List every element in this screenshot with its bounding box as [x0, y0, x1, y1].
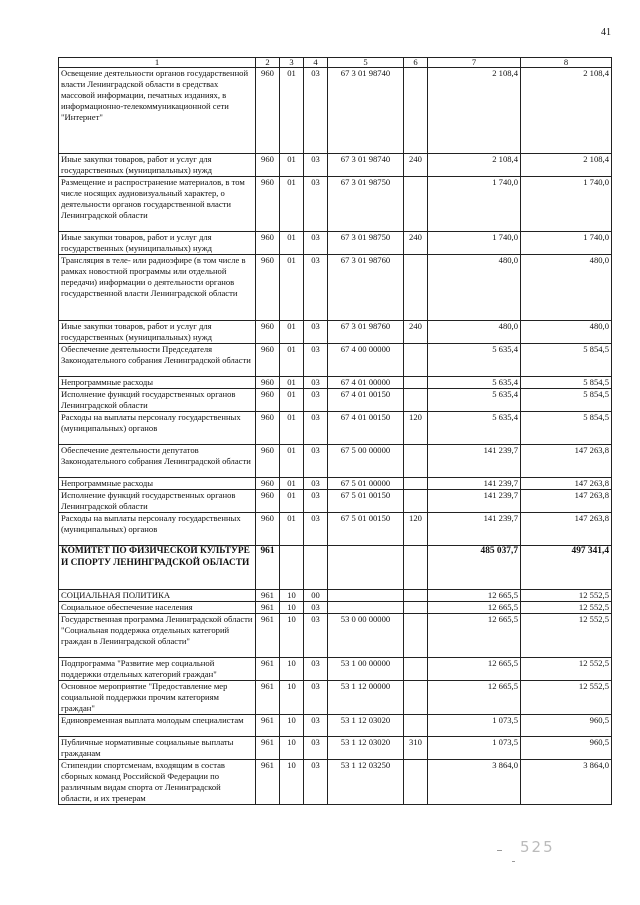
- section-code-cell: 01: [280, 478, 304, 490]
- amount-year1-cell: 5 635,4: [428, 412, 521, 445]
- ministry-code-cell: 960: [256, 412, 280, 445]
- amount-year2-cell: 2 108,4: [521, 154, 612, 177]
- table-row: [59, 255, 612, 321]
- row-name-cell: Социальное обеспечение населения: [59, 602, 256, 614]
- amount-year2-cell: 5 854,5: [521, 389, 612, 412]
- amount-year1-cell: 5 635,4: [428, 344, 521, 377]
- ministry-code-cell: 960: [256, 478, 280, 490]
- scan-speck: [497, 850, 502, 851]
- header-cell: 6: [404, 58, 428, 68]
- expense-type-cell: 120: [404, 513, 428, 546]
- header-row: [59, 58, 612, 68]
- target-article-cell: 53 1 12 03020: [328, 715, 404, 737]
- section-code-cell: 01: [280, 377, 304, 389]
- target-article-cell: 67 4 01 00150: [328, 412, 404, 445]
- ministry-code-cell: 960: [256, 232, 280, 255]
- target-article-cell: [328, 546, 404, 590]
- budget-table: [58, 57, 612, 805]
- table-row: [59, 513, 612, 546]
- expense-type-cell: [404, 344, 428, 377]
- ministry-code-cell: 960: [256, 377, 280, 389]
- ministry-code-cell: 960: [256, 255, 280, 321]
- row-name-cell: Трансляция в теле- или радиоэфире (в том числе в рамках новостной программы или отдельной передачи) информации о деятельности органов государственной власти Ленинградской области: [59, 255, 256, 321]
- row-name-cell: Публичные нормативные социальные выплаты гражданам: [59, 737, 256, 760]
- target-article-cell: 67 5 01 00150: [328, 513, 404, 546]
- subsection-code-cell: 03: [304, 389, 328, 412]
- amount-year1-cell: 12 665,5: [428, 681, 521, 715]
- amount-year1-cell: 1 073,5: [428, 715, 521, 737]
- subsection-code-cell: 03: [304, 760, 328, 805]
- amount-year1-cell: 485 037,7: [428, 546, 521, 590]
- header-cell: 4: [304, 58, 328, 68]
- subsection-code-cell: 03: [304, 344, 328, 377]
- subsection-code-cell: 03: [304, 445, 328, 478]
- amount-year2-cell: 12 552,5: [521, 658, 612, 681]
- subsection-code-cell: 03: [304, 478, 328, 490]
- row-name-cell: Исполнение функций государственных органов Ленинградской области: [59, 490, 256, 513]
- amount-year2-cell: 960,5: [521, 737, 612, 760]
- target-article-cell: 67 4 01 00150: [328, 389, 404, 412]
- expense-type-cell: [404, 255, 428, 321]
- table-row: [59, 377, 612, 389]
- ministry-code-cell: 961: [256, 658, 280, 681]
- target-article-cell: [328, 602, 404, 614]
- ministry-code-cell: 961: [256, 681, 280, 715]
- expense-type-cell: 240: [404, 232, 428, 255]
- expense-type-cell: 240: [404, 321, 428, 344]
- expense-type-cell: [404, 490, 428, 513]
- section-code-cell: 10: [280, 681, 304, 715]
- amount-year2-cell: 2 108,4: [521, 68, 612, 154]
- amount-year1-cell: 480,0: [428, 255, 521, 321]
- amount-year1-cell: 5 635,4: [428, 389, 521, 412]
- row-name-cell: Иные закупки товаров, работ и услуг для государственных (муниципальных) нужд: [59, 154, 256, 177]
- table-row: [59, 681, 612, 715]
- expense-type-cell: [404, 478, 428, 490]
- table-row: [59, 68, 612, 154]
- ministry-code-cell: 961: [256, 760, 280, 805]
- subsection-code-cell: 03: [304, 412, 328, 445]
- row-name-cell: Обеспечение деятельности депутатов Законодательного собрания Ленинградской области: [59, 445, 256, 478]
- ministry-code-cell: 960: [256, 177, 280, 232]
- header-cell: 5: [328, 58, 404, 68]
- ministry-code-cell: 961: [256, 546, 280, 590]
- ministry-code-cell: 961: [256, 715, 280, 737]
- expense-type-cell: [404, 614, 428, 658]
- row-name-cell: Расходы на выплаты персоналу государственных (муниципальных) органов: [59, 412, 256, 445]
- row-name-cell: Стипендии спортсменам, входящим в состав сборных команд Российской Федерации по различным видам спорта от Ленинградской области, и их тренерам: [59, 760, 256, 805]
- row-name-cell: Государственная программа Ленинградской области "Социальная поддержка отдельных категорий граждан в Ленинградской области": [59, 614, 256, 658]
- amount-year2-cell: 1 740,0: [521, 177, 612, 232]
- row-name-cell: Расходы на выплаты персоналу государственных (муниципальных) органов: [59, 513, 256, 546]
- row-name-cell: Единовременная выплата молодым специалистам: [59, 715, 256, 737]
- expense-type-cell: [404, 68, 428, 154]
- expense-type-cell: 120: [404, 412, 428, 445]
- expense-type-cell: [404, 377, 428, 389]
- subsection-code-cell: 03: [304, 255, 328, 321]
- subsection-code-cell: [304, 546, 328, 590]
- section-code-cell: 01: [280, 68, 304, 154]
- header-cell: 8: [521, 58, 612, 68]
- table-row: [59, 177, 612, 232]
- row-name-cell: Непрограммные расходы: [59, 377, 256, 389]
- target-article-cell: 53 1 00 00000: [328, 658, 404, 681]
- ministry-code-cell: 960: [256, 321, 280, 344]
- row-name-cell: Иные закупки товаров, работ и услуг для государственных (муниципальных) нужд: [59, 232, 256, 255]
- ministry-code-cell: 960: [256, 389, 280, 412]
- subsection-code-cell: 03: [304, 232, 328, 255]
- section-code-cell: 01: [280, 389, 304, 412]
- table-row: [59, 478, 612, 490]
- subsection-code-cell: 03: [304, 737, 328, 760]
- table-row: [59, 154, 612, 177]
- amount-year1-cell: 480,0: [428, 321, 521, 344]
- row-name-cell: Освещение деятельности органов государственной власти Ленинградской области в средствах массовой информации, печатных изданиях, в информационно-телекоммуникационной сети "Интернет": [59, 68, 256, 154]
- amount-year2-cell: 5 854,5: [521, 412, 612, 445]
- section-code-cell: [280, 546, 304, 590]
- ministry-code-cell: 960: [256, 68, 280, 154]
- target-article-cell: 67 3 01 98760: [328, 321, 404, 344]
- amount-year1-cell: 2 108,4: [428, 68, 521, 154]
- expense-type-cell: [404, 177, 428, 232]
- expense-type-cell: [404, 590, 428, 602]
- amount-year1-cell: 12 665,5: [428, 602, 521, 614]
- ministry-code-cell: 961: [256, 590, 280, 602]
- row-name-cell: КОМИТЕТ ПО ФИЗИЧЕСКОЙ КУЛЬТУРЕ И СПОРТУ ЛЕНИНГРАДСКОЙ ОБЛАСТИ: [59, 546, 256, 590]
- header-cell: 1: [59, 58, 256, 68]
- expense-type-cell: [404, 602, 428, 614]
- expense-type-cell: [404, 445, 428, 478]
- subsection-code-cell: 00: [304, 590, 328, 602]
- table-row: [59, 760, 612, 805]
- amount-year2-cell: 12 552,5: [521, 681, 612, 715]
- header-cell: 3: [280, 58, 304, 68]
- section-code-cell: 01: [280, 154, 304, 177]
- amount-year2-cell: 497 341,4: [521, 546, 612, 590]
- section-code-cell: 01: [280, 177, 304, 232]
- row-name-cell: СОЦИАЛЬНАЯ ПОЛИТИКА: [59, 590, 256, 602]
- section-code-cell: 01: [280, 344, 304, 377]
- amount-year2-cell: 147 263,8: [521, 478, 612, 490]
- section-code-cell: 10: [280, 590, 304, 602]
- target-article-cell: 67 3 01 98750: [328, 232, 404, 255]
- amount-year2-cell: 147 263,8: [521, 445, 612, 478]
- target-article-cell: 67 3 01 98750: [328, 177, 404, 232]
- section-code-cell: 10: [280, 602, 304, 614]
- section-code-cell: 01: [280, 513, 304, 546]
- amount-year2-cell: 147 263,8: [521, 490, 612, 513]
- target-article-cell: 53 1 12 03020: [328, 737, 404, 760]
- amount-year1-cell: 141 239,7: [428, 513, 521, 546]
- amount-year1-cell: 1 740,0: [428, 232, 521, 255]
- subsection-code-cell: 03: [304, 715, 328, 737]
- section-code-cell: 01: [280, 255, 304, 321]
- page-stamp: 525: [520, 838, 555, 856]
- subsection-code-cell: 03: [304, 513, 328, 546]
- amount-year1-cell: 141 239,7: [428, 490, 521, 513]
- row-name-cell: Размещение и распространение материалов, в том числе носящих аудиовизуальный характер, о деятельности органов государственной власти Ленинградской области: [59, 177, 256, 232]
- table-row: [59, 658, 612, 681]
- amount-year2-cell: 3 864,0: [521, 760, 612, 805]
- ministry-code-cell: 961: [256, 737, 280, 760]
- target-article-cell: 67 5 01 00150: [328, 490, 404, 513]
- subsection-code-cell: 03: [304, 614, 328, 658]
- amount-year1-cell: 12 665,5: [428, 590, 521, 602]
- target-article-cell: 67 3 01 98740: [328, 68, 404, 154]
- amount-year2-cell: 1 740,0: [521, 232, 612, 255]
- table-row: [59, 490, 612, 513]
- table-row: [59, 715, 612, 737]
- expense-type-cell: [404, 658, 428, 681]
- expense-type-cell: 240: [404, 154, 428, 177]
- amount-year2-cell: 480,0: [521, 321, 612, 344]
- amount-year2-cell: 12 552,5: [521, 590, 612, 602]
- section-code-cell: 10: [280, 737, 304, 760]
- page-number: 41: [601, 27, 611, 38]
- amount-year1-cell: 12 665,5: [428, 614, 521, 658]
- target-article-cell: 67 3 01 98760: [328, 255, 404, 321]
- amount-year1-cell: 1 073,5: [428, 737, 521, 760]
- amount-year2-cell: 12 552,5: [521, 614, 612, 658]
- ministry-code-cell: 960: [256, 344, 280, 377]
- section-code-cell: 10: [280, 614, 304, 658]
- amount-year2-cell: 12 552,5: [521, 602, 612, 614]
- subsection-code-cell: 03: [304, 377, 328, 389]
- header-cell: 2: [256, 58, 280, 68]
- subsection-code-cell: 03: [304, 321, 328, 344]
- row-name-cell: Обеспечение деятельности Председателя Законодательного собрания Ленинградской области: [59, 344, 256, 377]
- row-name-cell: Основное мероприятие "Предоставление мер социальной поддержки прочим категориям граждан": [59, 681, 256, 715]
- section-code-cell: 01: [280, 321, 304, 344]
- section-code-cell: 01: [280, 490, 304, 513]
- section-code-cell: 10: [280, 715, 304, 737]
- expense-type-cell: [404, 715, 428, 737]
- target-article-cell: 67 5 00 00000: [328, 445, 404, 478]
- subsection-code-cell: 03: [304, 154, 328, 177]
- ministry-code-cell: 961: [256, 602, 280, 614]
- table-row: [59, 602, 612, 614]
- expense-type-cell: [404, 681, 428, 715]
- table-row: [59, 389, 612, 412]
- row-name-cell: Подпрограмма "Развитие мер социальной поддержки отдельных категорий граждан": [59, 658, 256, 681]
- ministry-code-cell: 960: [256, 513, 280, 546]
- ministry-code-cell: 960: [256, 154, 280, 177]
- target-article-cell: 67 3 01 98740: [328, 154, 404, 177]
- amount-year2-cell: 5 854,5: [521, 344, 612, 377]
- row-name-cell: Непрограммные расходы: [59, 478, 256, 490]
- subsection-code-cell: 03: [304, 490, 328, 513]
- section-code-cell: 01: [280, 412, 304, 445]
- table-row: [59, 614, 612, 658]
- table-row: [59, 737, 612, 760]
- row-name-cell: Исполнение функций государственных органов Ленинградской области: [59, 389, 256, 412]
- amount-year1-cell: 12 665,5: [428, 658, 521, 681]
- amount-year1-cell: 5 635,4: [428, 377, 521, 389]
- target-article-cell: 67 5 01 00000: [328, 478, 404, 490]
- subsection-code-cell: 03: [304, 602, 328, 614]
- expense-type-cell: [404, 389, 428, 412]
- ministry-code-cell: 960: [256, 490, 280, 513]
- subsection-code-cell: 03: [304, 68, 328, 154]
- amount-year1-cell: 2 108,4: [428, 154, 521, 177]
- amount-year1-cell: 141 239,7: [428, 478, 521, 490]
- scan-speck: [512, 861, 515, 862]
- amount-year1-cell: 141 239,7: [428, 445, 521, 478]
- table-row: [59, 412, 612, 445]
- header-cell: 7: [428, 58, 521, 68]
- table-row: [59, 344, 612, 377]
- subsection-code-cell: 03: [304, 681, 328, 715]
- table-row: [59, 546, 612, 590]
- expense-type-cell: 310: [404, 737, 428, 760]
- amount-year2-cell: 147 263,8: [521, 513, 612, 546]
- expense-type-cell: [404, 546, 428, 590]
- table-row: [59, 232, 612, 255]
- ministry-code-cell: 961: [256, 614, 280, 658]
- amount-year2-cell: 480,0: [521, 255, 612, 321]
- target-article-cell: 53 1 12 00000: [328, 681, 404, 715]
- target-article-cell: [328, 590, 404, 602]
- target-article-cell: 53 0 00 00000: [328, 614, 404, 658]
- table-row: [59, 321, 612, 344]
- subsection-code-cell: 03: [304, 658, 328, 681]
- amount-year1-cell: 3 864,0: [428, 760, 521, 805]
- subsection-code-cell: 03: [304, 177, 328, 232]
- expense-type-cell: [404, 760, 428, 805]
- target-article-cell: 67 4 00 00000: [328, 344, 404, 377]
- section-code-cell: 01: [280, 232, 304, 255]
- amount-year1-cell: 1 740,0: [428, 177, 521, 232]
- section-code-cell: 10: [280, 760, 304, 805]
- section-code-cell: 10: [280, 658, 304, 681]
- section-code-cell: 01: [280, 445, 304, 478]
- target-article-cell: 53 1 12 03250: [328, 760, 404, 805]
- amount-year2-cell: 960,5: [521, 715, 612, 737]
- table-row: [59, 445, 612, 478]
- ministry-code-cell: 960: [256, 445, 280, 478]
- target-article-cell: 67 4 01 00000: [328, 377, 404, 389]
- amount-year2-cell: 5 854,5: [521, 377, 612, 389]
- table-row: [59, 590, 612, 602]
- row-name-cell: Иные закупки товаров, работ и услуг для государственных (муниципальных) нужд: [59, 321, 256, 344]
